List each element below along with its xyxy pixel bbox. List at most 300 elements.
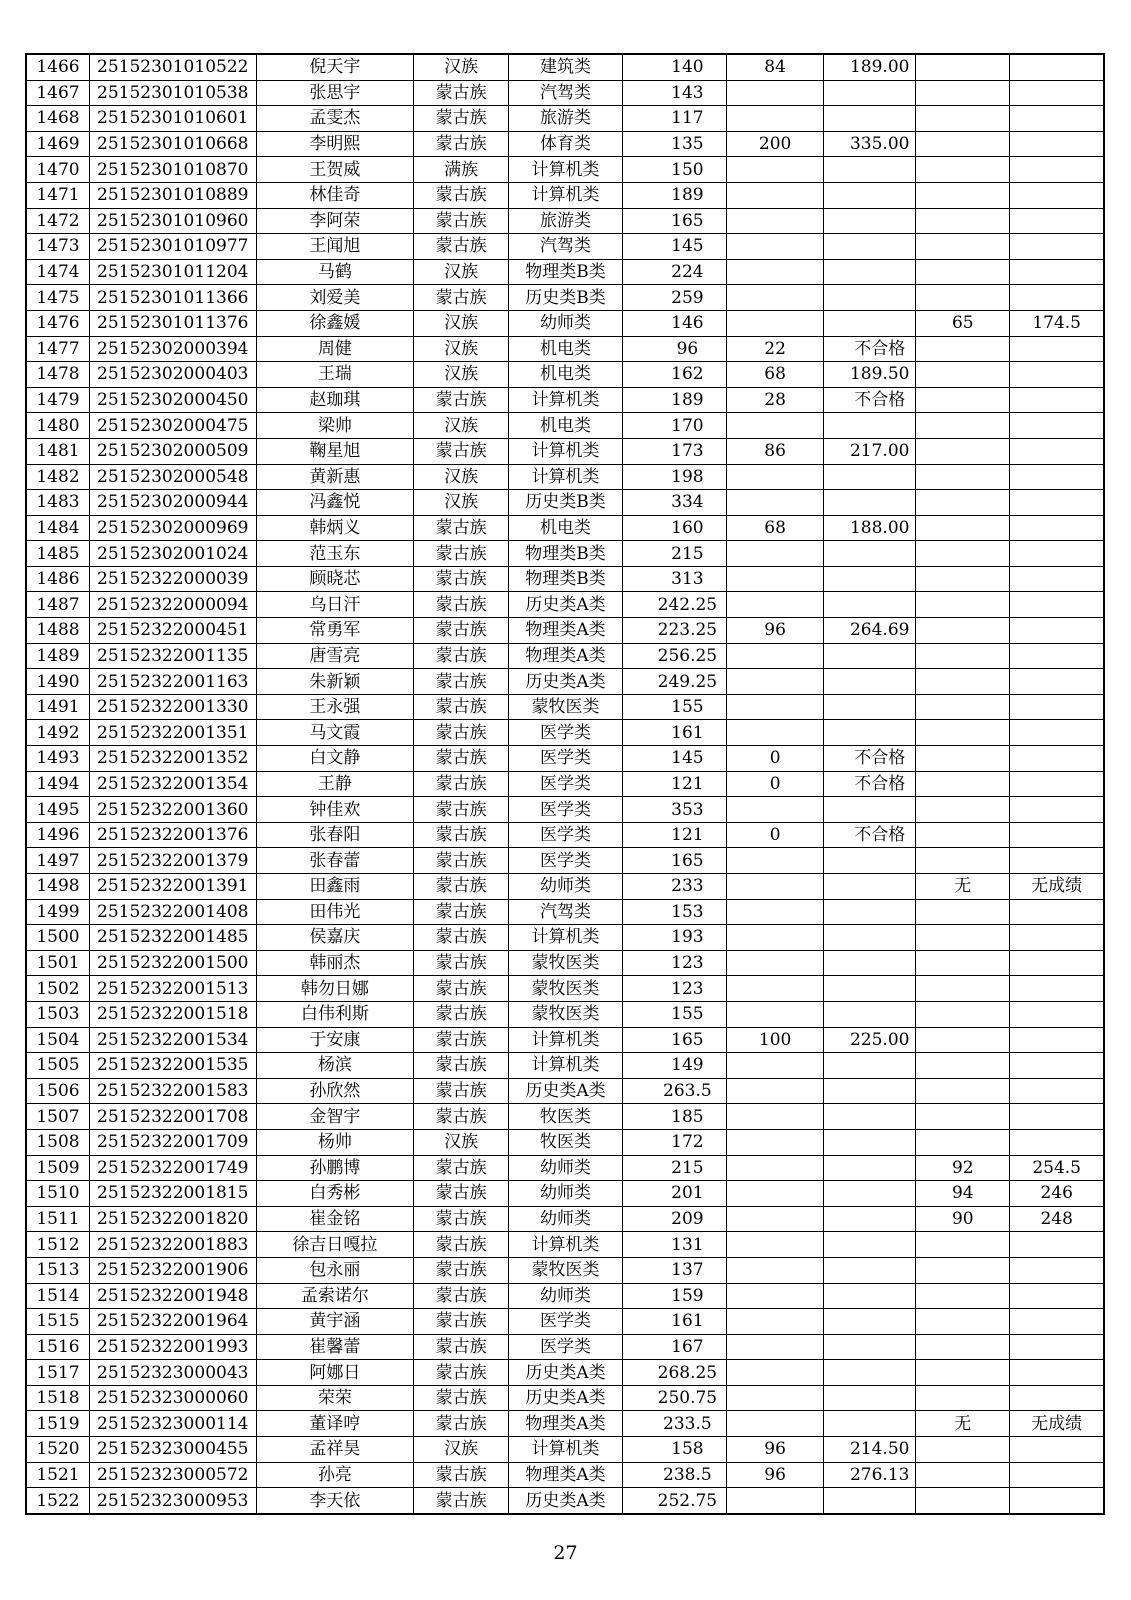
seq-cell: 1470 [26, 157, 89, 183]
extra-total-cell [1010, 1488, 1104, 1514]
exam-id-cell: 25152301010977 [89, 234, 256, 260]
table-row [26, 1437, 1104, 1463]
name-cell: 李明熙 [256, 131, 414, 157]
category-cell: 医学类 [509, 746, 623, 772]
exam-id-cell: 25152322001354 [89, 771, 256, 797]
score-cell: 145 [622, 746, 726, 772]
total-cell: 264.69 [824, 618, 916, 644]
table-row [26, 515, 1104, 541]
exam-id-cell: 25152301010889 [89, 182, 256, 208]
ethnicity-cell: 汉族 [414, 464, 509, 490]
exam-id-cell: 25152301011376 [89, 310, 256, 336]
exam-id-cell: 25152302000450 [89, 387, 256, 413]
name-cell: 常勇军 [256, 618, 414, 644]
score-cell: 215 [622, 541, 726, 567]
category-cell: 医学类 [509, 848, 623, 874]
name-cell: 唐雪亮 [256, 643, 414, 669]
total-cell [824, 285, 916, 311]
table-row [26, 1104, 1104, 1130]
total-cell: 不合格 [824, 387, 916, 413]
category-cell: 历史类A类 [509, 1385, 623, 1411]
skill-score-cell [727, 899, 824, 925]
category-cell: 计算机类 [509, 1053, 623, 1079]
category-cell: 物理类A类 [509, 643, 623, 669]
seq-cell: 1471 [26, 182, 89, 208]
exam-id-cell: 25152301011366 [89, 285, 256, 311]
extra-total-cell [1010, 566, 1104, 592]
score-cell: 96 [622, 336, 726, 362]
score-cell: 159 [622, 1283, 726, 1309]
score-cell: 250.75 [622, 1385, 726, 1411]
extra-score-cell [916, 746, 1010, 772]
score-cell: 167 [622, 1334, 726, 1360]
skill-score-cell [727, 490, 824, 516]
exam-id-cell: 25152302000509 [89, 438, 256, 464]
category-cell: 旅游类 [509, 208, 623, 234]
category-cell: 蒙牧医类 [509, 976, 623, 1002]
category-cell: 旅游类 [509, 106, 623, 132]
extra-score-cell [916, 1232, 1010, 1258]
table-row [26, 1001, 1104, 1027]
name-cell: 张思宇 [256, 80, 414, 106]
score-cell: 140 [622, 54, 726, 80]
name-cell: 侯嘉庆 [256, 925, 414, 951]
category-cell: 历史类B类 [509, 490, 623, 516]
extra-total-cell [1010, 541, 1104, 567]
exam-id-cell: 25152301010960 [89, 208, 256, 234]
table-row [26, 131, 1104, 157]
skill-score-cell [727, 1104, 824, 1130]
total-cell [824, 157, 916, 183]
exam-id-cell: 25152322001948 [89, 1283, 256, 1309]
table-row [26, 1360, 1104, 1386]
skill-score-cell: 68 [727, 362, 824, 388]
table-row [26, 438, 1104, 464]
seq-cell: 1495 [26, 797, 89, 823]
seq-cell: 1468 [26, 106, 89, 132]
table-row [26, 310, 1104, 336]
name-cell: 杨帅 [256, 1129, 414, 1155]
total-cell [824, 1334, 916, 1360]
exam-id-cell: 25152322001820 [89, 1206, 256, 1232]
table-row [26, 541, 1104, 567]
category-cell: 机电类 [509, 336, 623, 362]
skill-score-cell: 96 [727, 1462, 824, 1488]
extra-total-cell [1010, 592, 1104, 618]
extra-score-cell [916, 131, 1010, 157]
skill-score-cell [727, 310, 824, 336]
category-cell: 汽驾类 [509, 234, 623, 260]
total-cell [824, 1078, 916, 1104]
extra-score-cell [916, 950, 1010, 976]
ethnicity-cell: 蒙古族 [414, 618, 509, 644]
category-cell: 机电类 [509, 515, 623, 541]
extra-score-cell [916, 848, 1010, 874]
category-cell: 医学类 [509, 1309, 623, 1335]
extra-score-cell [916, 157, 1010, 183]
skill-score-cell: 96 [727, 1437, 824, 1463]
seq-cell: 1507 [26, 1104, 89, 1130]
total-cell [824, 310, 916, 336]
extra-total-cell [1010, 1027, 1104, 1053]
exam-id-cell: 25152322001379 [89, 848, 256, 874]
name-cell: 王永强 [256, 694, 414, 720]
extra-total-cell [1010, 899, 1104, 925]
name-cell: 倪天宇 [256, 54, 414, 80]
total-cell [824, 669, 916, 695]
extra-score-cell [916, 720, 1010, 746]
ethnicity-cell: 蒙古族 [414, 1309, 509, 1335]
exam-id-cell: 25152323000043 [89, 1360, 256, 1386]
table-row [26, 1309, 1104, 1335]
ethnicity-cell: 汉族 [414, 54, 509, 80]
extra-total-cell [1010, 131, 1104, 157]
exam-id-cell: 25152301010538 [89, 80, 256, 106]
category-cell: 物理类B类 [509, 259, 623, 285]
total-cell: 335.00 [824, 131, 916, 157]
score-cell: 135 [622, 131, 726, 157]
table-row [26, 1155, 1104, 1181]
total-cell: 不合格 [824, 746, 916, 772]
category-cell: 幼师类 [509, 1283, 623, 1309]
exam-id-cell: 25152323000114 [89, 1411, 256, 1437]
skill-score-cell [727, 259, 824, 285]
table-row [26, 1027, 1104, 1053]
category-cell: 医学类 [509, 797, 623, 823]
table-row [26, 771, 1104, 797]
seq-cell: 1509 [26, 1155, 89, 1181]
skill-score-cell [727, 976, 824, 1002]
name-cell: 徐吉日嘎拉 [256, 1232, 414, 1258]
exam-id-cell: 25152322001376 [89, 822, 256, 848]
name-cell: 金智宇 [256, 1104, 414, 1130]
table-row [26, 157, 1104, 183]
skill-score-cell [727, 1078, 824, 1104]
category-cell: 历史类A类 [509, 1078, 623, 1104]
extra-total-cell [1010, 438, 1104, 464]
ethnicity-cell: 汉族 [414, 259, 509, 285]
ethnicity-cell: 蒙古族 [414, 1360, 509, 1386]
skill-score-cell [727, 208, 824, 234]
extra-total-cell: 无成绩 [1010, 1411, 1104, 1437]
category-cell: 历史类A类 [509, 1488, 623, 1514]
ethnicity-cell: 蒙古族 [414, 438, 509, 464]
extra-score-cell [916, 54, 1010, 80]
score-cell: 223.25 [622, 618, 726, 644]
name-cell: 张春阳 [256, 822, 414, 848]
name-cell: 鞠星旭 [256, 438, 414, 464]
total-cell: 不合格 [824, 771, 916, 797]
exam-id-cell: 25152322001408 [89, 899, 256, 925]
table-row [26, 1078, 1104, 1104]
skill-score-cell [727, 1411, 824, 1437]
seq-cell: 1494 [26, 771, 89, 797]
ethnicity-cell: 蒙古族 [414, 1053, 509, 1079]
score-cell: 249.25 [622, 669, 726, 695]
extra-score-cell [916, 106, 1010, 132]
name-cell: 于安康 [256, 1027, 414, 1053]
ethnicity-cell: 满族 [414, 157, 509, 183]
table-row [26, 1488, 1104, 1514]
name-cell: 孙鹏博 [256, 1155, 414, 1181]
score-cell: 215 [622, 1155, 726, 1181]
skill-score-cell [727, 1309, 824, 1335]
table-row [26, 1232, 1104, 1258]
ethnicity-cell: 蒙古族 [414, 1001, 509, 1027]
extra-total-cell [1010, 694, 1104, 720]
score-cell: 145 [622, 234, 726, 260]
score-cell: 161 [622, 720, 726, 746]
extra-score-cell [916, 1001, 1010, 1027]
seq-cell: 1474 [26, 259, 89, 285]
exam-id-cell: 25152301010522 [89, 54, 256, 80]
table-row [26, 822, 1104, 848]
name-cell: 董译哼 [256, 1411, 414, 1437]
extra-total-cell [1010, 285, 1104, 311]
skill-score-cell [727, 413, 824, 439]
total-cell [824, 1360, 916, 1386]
extra-total-cell [1010, 106, 1104, 132]
skill-score-cell [727, 669, 824, 695]
extra-score-cell [916, 1385, 1010, 1411]
extra-score-cell [916, 490, 1010, 516]
name-cell: 顾晓芯 [256, 566, 414, 592]
name-cell: 马鹤 [256, 259, 414, 285]
score-cell: 259 [622, 285, 726, 311]
total-cell [824, 106, 916, 132]
skill-score-cell [727, 1385, 824, 1411]
seq-cell: 1512 [26, 1232, 89, 1258]
extra-total-cell [1010, 515, 1104, 541]
extra-total-cell [1010, 1104, 1104, 1130]
extra-total-cell [1010, 208, 1104, 234]
name-cell: 周健 [256, 336, 414, 362]
extra-score-cell [916, 259, 1010, 285]
table-row [26, 106, 1104, 132]
name-cell: 钟佳欢 [256, 797, 414, 823]
score-cell: 161 [622, 1309, 726, 1335]
name-cell: 白秀彬 [256, 1181, 414, 1207]
skill-score-cell [727, 1129, 824, 1155]
total-cell [824, 797, 916, 823]
name-cell: 范玉东 [256, 541, 414, 567]
extra-total-cell [1010, 1360, 1104, 1386]
skill-score-cell [727, 566, 824, 592]
category-cell: 计算机类 [509, 182, 623, 208]
extra-total-cell [1010, 1129, 1104, 1155]
extra-score-cell [916, 80, 1010, 106]
seq-cell: 1493 [26, 746, 89, 772]
name-cell: 韩炳义 [256, 515, 414, 541]
exam-id-cell: 25152322001485 [89, 925, 256, 951]
seq-cell: 1488 [26, 618, 89, 644]
category-cell: 计算机类 [509, 157, 623, 183]
ethnicity-cell: 蒙古族 [414, 797, 509, 823]
extra-score-cell: 无 [916, 1411, 1010, 1437]
total-cell [824, 1181, 916, 1207]
seq-cell: 1497 [26, 848, 89, 874]
total-cell: 188.00 [824, 515, 916, 541]
skill-score-cell [727, 285, 824, 311]
name-cell: 包永丽 [256, 1257, 414, 1283]
extra-score-cell [916, 413, 1010, 439]
name-cell: 韩勿日娜 [256, 976, 414, 1002]
name-cell: 孙亮 [256, 1462, 414, 1488]
exam-id-cell: 25152322000094 [89, 592, 256, 618]
skill-score-cell [727, 1232, 824, 1258]
ethnicity-cell: 蒙古族 [414, 694, 509, 720]
seq-cell: 1485 [26, 541, 89, 567]
extra-total-cell [1010, 182, 1104, 208]
ethnicity-cell: 蒙古族 [414, 976, 509, 1002]
total-cell [824, 1488, 916, 1514]
skill-score-cell: 96 [727, 618, 824, 644]
seq-cell: 1522 [26, 1488, 89, 1514]
skill-score-cell: 28 [727, 387, 824, 413]
table-row [26, 1053, 1104, 1079]
name-cell: 崔馨蕾 [256, 1334, 414, 1360]
total-cell [824, 541, 916, 567]
ethnicity-cell: 蒙古族 [414, 822, 509, 848]
total-cell [824, 413, 916, 439]
category-cell: 汽驾类 [509, 80, 623, 106]
extra-total-cell [1010, 1078, 1104, 1104]
category-cell: 医学类 [509, 720, 623, 746]
seq-cell: 1480 [26, 413, 89, 439]
ethnicity-cell: 蒙古族 [414, 208, 509, 234]
category-cell: 计算机类 [509, 1232, 623, 1258]
skill-score-cell [727, 1334, 824, 1360]
skill-score-cell [727, 1206, 824, 1232]
exam-id-cell: 25152302000548 [89, 464, 256, 490]
table-row [26, 285, 1104, 311]
total-cell [824, 720, 916, 746]
seq-cell: 1510 [26, 1181, 89, 1207]
category-cell: 蒙牧医类 [509, 1257, 623, 1283]
ethnicity-cell: 汉族 [414, 1437, 509, 1463]
exam-id-cell: 25152322001883 [89, 1232, 256, 1258]
score-cell: 189 [622, 182, 726, 208]
extra-total-cell [1010, 1001, 1104, 1027]
score-cell: 189 [622, 387, 726, 413]
extra-score-cell [916, 285, 1010, 311]
total-cell [824, 976, 916, 1002]
score-cell: 153 [622, 899, 726, 925]
category-cell: 计算机类 [509, 438, 623, 464]
category-cell: 幼师类 [509, 1206, 623, 1232]
total-cell [824, 1385, 916, 1411]
seq-cell: 1515 [26, 1309, 89, 1335]
total-cell: 不合格 [824, 822, 916, 848]
seq-cell: 1508 [26, 1129, 89, 1155]
skill-score-cell [727, 950, 824, 976]
extra-score-cell [916, 1334, 1010, 1360]
name-cell: 杨滨 [256, 1053, 414, 1079]
ethnicity-cell: 蒙古族 [414, 848, 509, 874]
extra-total-cell [1010, 643, 1104, 669]
extra-score-cell: 90 [916, 1206, 1010, 1232]
category-cell: 计算机类 [509, 1437, 623, 1463]
exam-id-cell: 25152322001135 [89, 643, 256, 669]
extra-score-cell [916, 1129, 1010, 1155]
extra-score-cell: 65 [916, 310, 1010, 336]
extra-score-cell [916, 1053, 1010, 1079]
name-cell: 梁帅 [256, 413, 414, 439]
extra-total-cell: 246 [1010, 1181, 1104, 1207]
category-cell: 物理类A类 [509, 618, 623, 644]
seq-cell: 1483 [26, 490, 89, 516]
ethnicity-cell: 蒙古族 [414, 80, 509, 106]
seq-cell: 1500 [26, 925, 89, 951]
total-cell [824, 1104, 916, 1130]
total-cell [824, 259, 916, 285]
score-cell: 238.5 [622, 1462, 726, 1488]
exam-id-cell: 25152322000451 [89, 618, 256, 644]
extra-score-cell [916, 1283, 1010, 1309]
extra-score-cell [916, 899, 1010, 925]
table-row [26, 1129, 1104, 1155]
category-cell: 物理类B类 [509, 566, 623, 592]
category-cell: 牧医类 [509, 1129, 623, 1155]
table-row [26, 54, 1104, 80]
ethnicity-cell: 蒙古族 [414, 131, 509, 157]
total-cell [824, 899, 916, 925]
extra-score-cell [916, 797, 1010, 823]
table-row [26, 1462, 1104, 1488]
name-cell: 刘爱美 [256, 285, 414, 311]
ethnicity-cell: 蒙古族 [414, 771, 509, 797]
ethnicity-cell: 蒙古族 [414, 1232, 509, 1258]
skill-score-cell [727, 106, 824, 132]
total-cell [824, 208, 916, 234]
table-row [26, 182, 1104, 208]
ethnicity-cell: 汉族 [414, 1129, 509, 1155]
extra-score-cell [916, 1360, 1010, 1386]
exam-id-cell: 25152323000060 [89, 1385, 256, 1411]
exam-id-cell: 25152322001360 [89, 797, 256, 823]
table-row [26, 592, 1104, 618]
seq-cell: 1484 [26, 515, 89, 541]
extra-score-cell [916, 515, 1010, 541]
skill-score-cell [727, 1257, 824, 1283]
skill-score-cell: 0 [727, 771, 824, 797]
table-row [26, 899, 1104, 925]
exam-id-cell: 25152323000455 [89, 1437, 256, 1463]
category-cell: 计算机类 [509, 464, 623, 490]
seq-cell: 1499 [26, 899, 89, 925]
seq-cell: 1496 [26, 822, 89, 848]
extra-total-cell [1010, 771, 1104, 797]
table-row [26, 1334, 1104, 1360]
name-cell: 黄宇涵 [256, 1309, 414, 1335]
extra-total-cell [1010, 950, 1104, 976]
seq-cell: 1478 [26, 362, 89, 388]
extra-score-cell [916, 336, 1010, 362]
extra-score-cell [916, 464, 1010, 490]
total-cell [824, 490, 916, 516]
exam-id-cell: 25152322001391 [89, 874, 256, 900]
category-cell: 幼师类 [509, 1155, 623, 1181]
category-cell: 计算机类 [509, 1027, 623, 1053]
total-cell: 不合格 [824, 336, 916, 362]
skill-score-cell: 0 [727, 746, 824, 772]
score-cell: 137 [622, 1257, 726, 1283]
skill-score-cell: 100 [727, 1027, 824, 1053]
extra-total-cell [1010, 746, 1104, 772]
skill-score-cell [727, 848, 824, 874]
score-cell: 233.5 [622, 1411, 726, 1437]
score-cell: 256.25 [622, 643, 726, 669]
